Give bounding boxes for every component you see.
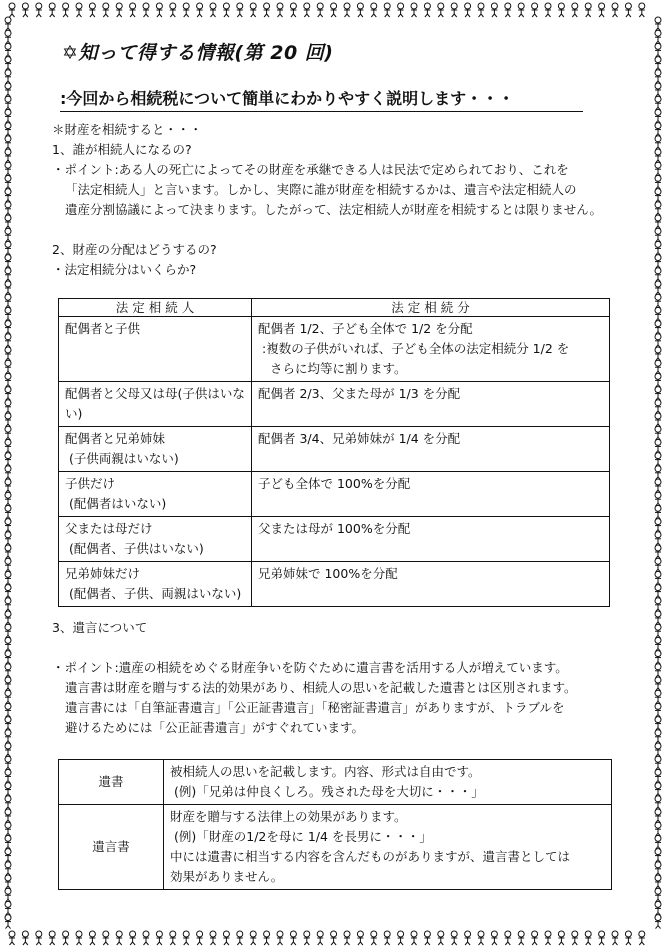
border-figure-icon xyxy=(156,3,162,17)
border-figure-icon xyxy=(5,558,11,572)
border-figure-icon xyxy=(478,931,484,945)
share-note: さらに均等に割ります。 xyxy=(270,361,407,376)
border-figure-icon xyxy=(89,3,95,17)
will-example: (例)「兄弟は仲良くしろ。残された母を大切に・・・」 xyxy=(174,784,484,799)
border-figure-icon xyxy=(290,3,296,17)
border-figure-icon xyxy=(639,931,645,945)
border-figure-icon xyxy=(223,3,229,17)
border-figure-icon xyxy=(424,931,430,945)
border-figure-icon xyxy=(357,931,363,945)
border-figure-icon xyxy=(505,931,511,945)
point-text-3: 遺産分割協議によって決まります。したがって、法定相続人が財産を相続するとは限りません。 xyxy=(65,202,603,217)
border-figure-icon xyxy=(250,931,256,945)
border-figure-icon xyxy=(5,83,11,97)
border-figure-icon xyxy=(5,690,11,704)
border-figure-icon xyxy=(655,875,661,889)
border-figure-icon xyxy=(344,3,350,17)
table-row xyxy=(59,760,612,805)
border-figure-icon xyxy=(5,519,11,533)
border-figure-icon xyxy=(5,439,11,453)
border-figure-icon xyxy=(5,347,11,361)
border-figure-icon xyxy=(170,3,176,17)
border-figure-icon xyxy=(237,3,243,17)
border-figure-icon xyxy=(655,400,661,414)
border-figure-icon xyxy=(5,598,11,612)
border-figure-icon xyxy=(655,321,661,335)
border-figure-icon xyxy=(655,189,661,203)
border-figure-icon xyxy=(5,545,11,559)
border-figure-icon xyxy=(655,334,661,348)
border-figure-icon xyxy=(5,822,11,836)
border-figure-icon xyxy=(545,3,551,17)
border-figure-icon xyxy=(371,3,377,17)
border-figure-icon xyxy=(545,931,551,945)
heir-cell: 配偶者と子供 xyxy=(65,321,141,336)
border-figure-icon xyxy=(655,202,661,216)
border-figure-icon xyxy=(5,136,11,150)
heir-cell: 子供だけ xyxy=(65,476,116,491)
border-figure-icon xyxy=(655,545,661,559)
border-figure-icon xyxy=(655,347,661,361)
heir-cell-note: い) xyxy=(65,406,83,421)
border-figure-icon xyxy=(655,822,661,836)
border-figure-icon xyxy=(655,466,661,480)
border-figure-icon xyxy=(465,3,471,17)
border-figure-icon xyxy=(116,931,122,945)
border-figure-icon xyxy=(143,3,149,17)
border-figure-icon xyxy=(5,255,11,269)
border-figure-icon xyxy=(465,931,471,945)
inheritance-share-table xyxy=(58,298,610,607)
border-figure-icon xyxy=(22,931,28,945)
border-figure-icon xyxy=(317,931,323,945)
will-point-2: 遺言書は財産を贈与する法的効果があり、相続人の思いを記載した遺書とは区別されます。 xyxy=(65,680,577,695)
border-figure-icon xyxy=(277,931,283,945)
subtitle: :今回から相続税について簡単にわかりやすく説明します・・・ xyxy=(60,86,583,112)
will-desc: 被相続人の思いを記載します。内容、形式は自由です。 xyxy=(170,764,481,779)
border-figure-icon xyxy=(655,558,661,572)
border-figure-icon xyxy=(5,479,11,493)
border-figure-icon xyxy=(5,862,11,876)
border-figure-icon xyxy=(655,796,661,810)
border-figure-icon xyxy=(655,307,661,321)
border-figure-icon xyxy=(5,189,11,203)
border-figure-icon xyxy=(655,585,661,599)
border-figure-icon xyxy=(5,611,11,625)
border-figure-icon xyxy=(5,505,11,519)
will-point-3: 遺言書には「自筆証書遺言」「公正証書遺言」「秘密証書遺言」がありますが、トラブルを xyxy=(65,700,565,715)
heir-cell: 配偶者と兄弟姉妹 xyxy=(65,431,166,446)
border-figure-icon xyxy=(655,439,661,453)
table-row xyxy=(59,805,612,890)
border-figure-icon xyxy=(655,57,661,71)
border-figure-icon xyxy=(5,96,11,110)
border-figure-icon xyxy=(5,664,11,678)
border-figure-icon xyxy=(655,215,661,229)
border-figure-icon xyxy=(5,321,11,335)
border-figure-icon xyxy=(655,109,661,123)
border-figure-icon xyxy=(655,373,661,387)
border-figure-icon xyxy=(197,3,203,17)
will-comparison-table xyxy=(58,759,612,890)
will-example: (例)「財産の1/2を母に 1/4 を長男に・・・」 xyxy=(174,829,432,844)
table-row xyxy=(59,382,610,427)
border-figure-icon xyxy=(655,453,661,467)
border-figure-icon xyxy=(317,3,323,17)
border-figure-icon xyxy=(655,611,661,625)
border-figure-icon xyxy=(491,3,497,17)
border-figure-icon xyxy=(655,505,661,519)
border-figure-icon xyxy=(5,241,11,255)
border-figure-icon xyxy=(558,3,564,17)
border-figure-icon xyxy=(411,931,417,945)
border-figure-icon xyxy=(655,241,661,255)
border-figure-icon xyxy=(558,931,564,945)
heir-cell-note: (配偶者、子供はいない) xyxy=(69,541,204,556)
will-point-4: 避けるためには「公正証書遺言」がすぐれています。 xyxy=(65,720,365,735)
border-figure-icon xyxy=(76,3,82,17)
point-text-2: 「法定相続人」と言います。しかし、実際に誰が財産を相続するかは、遺言や法定相続人の xyxy=(65,182,577,197)
will-desc: 財産を贈与する法律上の効果があります。 xyxy=(170,809,407,824)
border-figure-icon xyxy=(5,901,11,915)
border-figure-icon xyxy=(5,70,11,84)
will-note: 中には遺書に相当する内容を含んだものがありますが、遺言書としては xyxy=(170,849,571,864)
heir-cell: 父または母だけ xyxy=(65,521,153,536)
border-figure-icon xyxy=(585,3,591,17)
border-figure-icon xyxy=(197,931,203,945)
table-row xyxy=(59,517,610,562)
border-figure-icon xyxy=(612,3,618,17)
border-figure-icon xyxy=(398,3,404,17)
border-figure-icon xyxy=(655,413,661,427)
border-figure-icon xyxy=(5,703,11,717)
border-figure-icon xyxy=(5,268,11,282)
border-figure-icon xyxy=(5,17,11,31)
intro-line: ＊財産を相続すると・・・ xyxy=(52,122,203,137)
border-figure-icon xyxy=(655,690,661,704)
border-figure-icon xyxy=(63,3,69,17)
border-figure-icon xyxy=(331,931,337,945)
border-figure-icon xyxy=(5,281,11,295)
section-3-heading: 3、遺言について xyxy=(52,620,148,635)
border-figure-icon xyxy=(518,3,524,17)
border-figure-icon xyxy=(357,3,363,17)
border-figure-icon xyxy=(5,915,11,929)
border-figure-icon xyxy=(655,149,661,163)
column-header-share: 法 定 相 続 分 xyxy=(252,299,610,317)
border-figure-icon xyxy=(5,624,11,638)
border-figure-icon xyxy=(655,70,661,84)
border-figure-icon xyxy=(183,3,189,17)
border-figure-icon xyxy=(5,373,11,387)
border-figure-icon xyxy=(655,387,661,401)
border-figure-icon xyxy=(655,651,661,665)
border-figure-icon xyxy=(655,268,661,282)
border-figure-icon xyxy=(424,3,430,17)
heir-cell-note: (子供両親はいない) xyxy=(69,451,179,466)
border-figure-icon xyxy=(655,743,661,757)
border-figure-icon xyxy=(5,30,11,44)
border-figure-icon xyxy=(532,931,538,945)
border-figure-icon xyxy=(655,175,661,189)
border-figure-icon xyxy=(655,703,661,717)
border-figure-icon xyxy=(5,453,11,467)
border-figure-icon xyxy=(5,109,11,123)
border-figure-icon xyxy=(655,162,661,176)
border-figure-icon xyxy=(5,783,11,797)
border-figure-icon xyxy=(491,931,497,945)
border-figure-icon xyxy=(599,3,605,17)
border-figure-icon xyxy=(411,3,417,17)
border-figure-icon xyxy=(625,3,631,17)
border-figure-icon xyxy=(5,307,11,321)
border-figure-icon xyxy=(655,915,661,929)
border-figure-icon xyxy=(5,413,11,427)
share-cell: 兄弟姉妹で 100%を分配 xyxy=(258,566,398,581)
border-figure-icon xyxy=(655,571,661,585)
border-figure-icon xyxy=(655,96,661,110)
border-figure-icon xyxy=(655,360,661,374)
share-cell: 配偶者 3/4、兄弟姉妹が 1/4 を分配 xyxy=(258,431,461,446)
border-figure-icon xyxy=(223,931,229,945)
border-figure-icon xyxy=(655,123,661,137)
border-figure-icon xyxy=(5,743,11,757)
border-figure-icon xyxy=(655,783,661,797)
border-figure-icon xyxy=(5,294,11,308)
border-figure-icon xyxy=(655,281,661,295)
border-figure-icon xyxy=(599,931,605,945)
border-figure-icon xyxy=(585,931,591,945)
border-figure-icon xyxy=(277,3,283,17)
border-figure-icon xyxy=(170,931,176,945)
border-figure-icon xyxy=(655,519,661,533)
border-figure-icon xyxy=(655,769,661,783)
share-cell: 配偶者 1/2、子ども全体で 1/2 を分配 xyxy=(258,321,473,336)
border-figure-icon xyxy=(76,931,82,945)
section-2-question: ・法定相続分はいくらか? xyxy=(52,262,197,277)
border-figure-icon xyxy=(371,931,377,945)
border-figure-icon xyxy=(655,849,661,863)
page-title: ✡知って得する情報(第 20 回) xyxy=(62,42,334,64)
border-figure-icon xyxy=(5,888,11,902)
border-figure-icon xyxy=(36,3,42,17)
border-figure-icon xyxy=(5,809,11,823)
border-figure-icon xyxy=(478,3,484,17)
border-figure-icon xyxy=(639,3,645,17)
border-figure-icon xyxy=(156,931,162,945)
border-figure-icon xyxy=(130,931,136,945)
border-figure-icon xyxy=(103,3,109,17)
border-figure-icon xyxy=(655,888,661,902)
border-figure-icon xyxy=(210,3,216,17)
border-figure-icon xyxy=(304,3,310,17)
border-figure-icon xyxy=(655,479,661,493)
border-figure-icon xyxy=(655,532,661,546)
border-figure-icon xyxy=(655,717,661,731)
border-figure-icon xyxy=(5,57,11,71)
border-figure-icon xyxy=(5,123,11,137)
border-figure-icon xyxy=(116,3,122,17)
border-figure-icon xyxy=(5,651,11,665)
border-figure-icon xyxy=(384,931,390,945)
border-figure-icon xyxy=(36,931,42,945)
border-figure-icon xyxy=(655,255,661,269)
border-figure-icon xyxy=(5,571,11,585)
border-figure-icon xyxy=(290,931,296,945)
border-figure-icon xyxy=(625,931,631,945)
border-figure-icon xyxy=(655,30,661,44)
section-2-heading: 2、財産の分配はどうするの? xyxy=(52,242,217,257)
border-figure-icon xyxy=(655,228,661,242)
border-figure-icon xyxy=(5,637,11,651)
border-figure-icon xyxy=(518,931,524,945)
border-figure-icon xyxy=(5,360,11,374)
border-figure-icon xyxy=(451,3,457,17)
border-figure-icon xyxy=(344,931,350,945)
border-figure-icon xyxy=(5,532,11,546)
heir-cell-note: (配偶者、子供、両親はいない) xyxy=(69,586,242,601)
column-header-heir: 法 定 相 続 人 xyxy=(59,299,252,317)
border-figure-icon xyxy=(331,3,337,17)
share-note: :複数の子供がいれば、子ども全体の法定相続分 1/2 を xyxy=(262,341,570,356)
border-figure-icon xyxy=(183,931,189,945)
border-figure-icon xyxy=(5,585,11,599)
border-figure-icon xyxy=(572,931,578,945)
border-figure-icon xyxy=(5,717,11,731)
border-figure-icon xyxy=(5,400,11,414)
heir-cell-note: (配偶者はいない) xyxy=(69,496,167,511)
heir-cell: 配偶者と父母又は母(子供はいな xyxy=(65,386,245,401)
border-figure-icon xyxy=(384,3,390,17)
share-cell: 父または母が 100%を分配 xyxy=(258,521,411,536)
border-figure-icon xyxy=(5,466,11,480)
table-row xyxy=(59,427,610,472)
border-figure-icon xyxy=(612,931,618,945)
border-figure-icon xyxy=(532,3,538,17)
border-figure-icon xyxy=(438,3,444,17)
border-figure-icon xyxy=(655,624,661,638)
border-figure-icon xyxy=(5,677,11,691)
border-figure-icon xyxy=(5,730,11,744)
border-figure-icon xyxy=(655,136,661,150)
border-figure-icon xyxy=(655,862,661,876)
border-figure-icon xyxy=(5,769,11,783)
border-figure-icon xyxy=(5,875,11,889)
border-figure-icon xyxy=(655,426,661,440)
border-figure-icon xyxy=(655,901,661,915)
border-figure-icon xyxy=(655,730,661,744)
border-figure-icon xyxy=(9,931,15,945)
border-figure-icon xyxy=(103,931,109,945)
border-figure-icon xyxy=(655,294,661,308)
border-figure-icon xyxy=(5,162,11,176)
share-cell: 配偶者 2/3、父また母が 1/3 を分配 xyxy=(258,386,461,401)
border-figure-icon xyxy=(655,17,661,31)
border-figure-icon xyxy=(655,43,661,57)
border-figure-icon xyxy=(250,3,256,17)
table-row xyxy=(59,317,610,382)
border-figure-icon xyxy=(655,492,661,506)
border-figure-icon xyxy=(237,931,243,945)
border-figure-icon xyxy=(505,3,511,17)
border-figure-icon xyxy=(210,931,216,945)
border-figure-icon xyxy=(5,175,11,189)
border-figure-icon xyxy=(451,931,457,945)
table-row xyxy=(59,562,610,607)
border-figure-icon xyxy=(130,3,136,17)
border-figure-icon xyxy=(655,835,661,849)
will-type-label: 遺書 xyxy=(59,760,164,805)
heir-cell: 兄弟姉妹だけ xyxy=(65,566,141,581)
border-figure-icon xyxy=(5,228,11,242)
border-figure-icon xyxy=(655,664,661,678)
border-figure-icon xyxy=(9,3,15,17)
border-figure-icon xyxy=(5,756,11,770)
border-figure-icon xyxy=(5,43,11,57)
border-figure-icon xyxy=(304,931,310,945)
will-note: 効果がありません。 xyxy=(170,869,284,884)
border-figure-icon xyxy=(5,149,11,163)
border-figure-icon xyxy=(22,3,28,17)
border-figure-icon xyxy=(5,202,11,216)
border-figure-icon xyxy=(5,835,11,849)
border-figure-icon xyxy=(438,931,444,945)
border-figure-icon xyxy=(5,387,11,401)
point-text-1: ・ポイント:ある人の死亡によってその財産を承継できる人は民法で定められており、これを xyxy=(52,162,569,177)
border-figure-icon xyxy=(655,637,661,651)
border-figure-icon xyxy=(89,931,95,945)
border-figure-icon xyxy=(655,756,661,770)
border-figure-icon xyxy=(572,3,578,17)
border-figure-icon xyxy=(398,931,404,945)
border-figure-icon xyxy=(655,809,661,823)
table-header-row xyxy=(59,299,610,317)
border-figure-icon xyxy=(5,426,11,440)
will-point-1: ・ポイント:遺産の相続をめぐる財産争いを防ぐために遺言書を活用する人が増えています。 xyxy=(52,660,568,675)
border-figure-icon xyxy=(655,83,661,97)
border-figure-icon xyxy=(264,931,270,945)
border-figure-icon xyxy=(5,334,11,348)
border-figure-icon xyxy=(5,215,11,229)
border-figure-icon xyxy=(49,3,55,17)
share-cell: 子ども全体で 100%を分配 xyxy=(258,476,411,491)
table-row xyxy=(59,472,610,517)
border-figure-icon xyxy=(63,931,69,945)
border-figure-icon xyxy=(5,849,11,863)
border-figure-icon xyxy=(655,677,661,691)
section-1-heading: 1、誰が相続人になるの? xyxy=(52,142,192,157)
border-figure-icon xyxy=(143,931,149,945)
border-figure-icon xyxy=(49,931,55,945)
border-figure-icon xyxy=(264,3,270,17)
border-figure-icon xyxy=(5,492,11,506)
border-figure-icon xyxy=(5,796,11,810)
border-figure-icon xyxy=(655,598,661,612)
will-type-label: 遺言書 xyxy=(59,805,164,890)
